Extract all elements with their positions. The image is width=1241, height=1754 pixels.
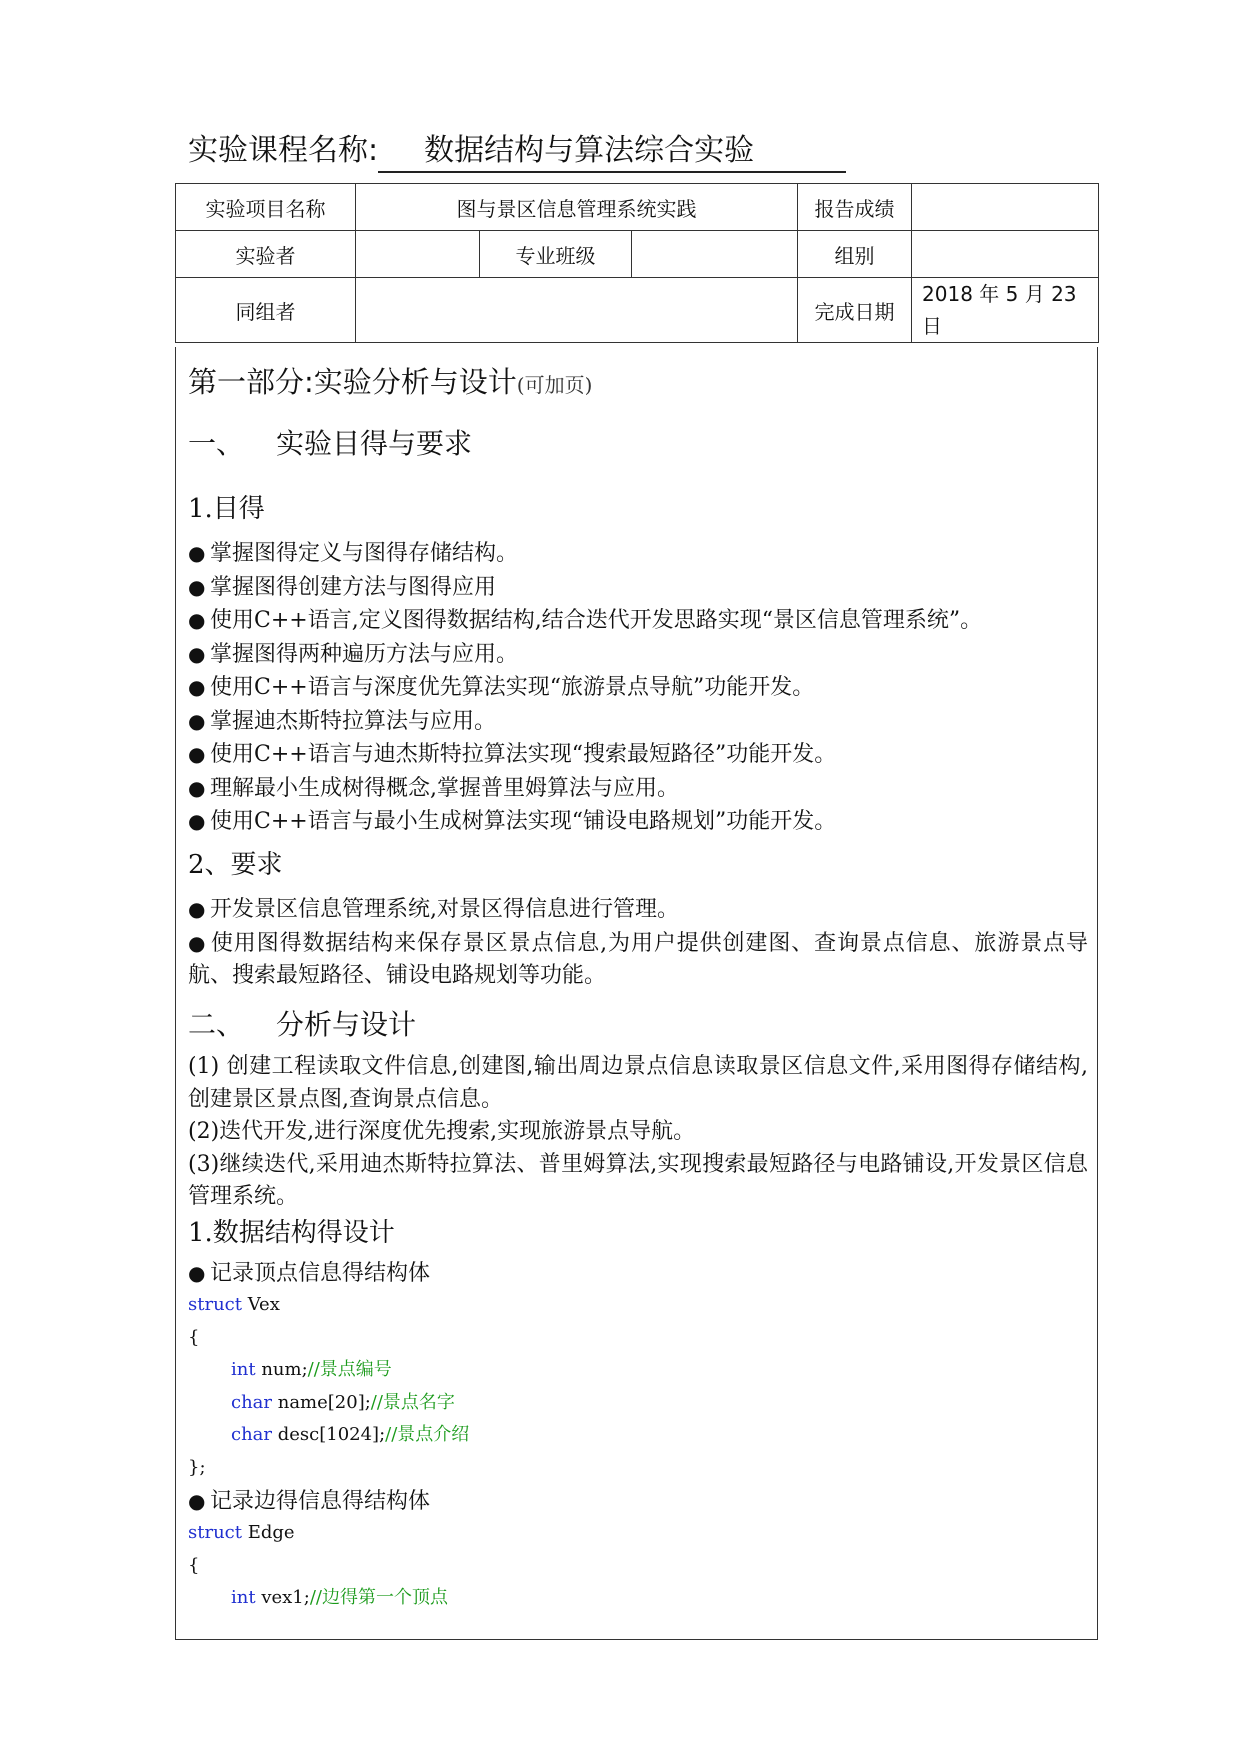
code-keyword: struct <box>188 1294 242 1315</box>
bullet: ● <box>188 641 206 666</box>
code-type: int <box>231 1587 256 1608</box>
list-item: ● 掌握迪杰斯特拉算法与应用。 <box>188 705 1088 739</box>
bullet: ● <box>188 897 206 921</box>
class-label: 专业班级 <box>480 231 632 278</box>
analysis-item: (2)迭代开发,进行深度优先搜索,实现旅游景点导航。 <box>188 1119 696 1144</box>
vex-code-block: struct Vex { int num;//景点编号 char name[20];//景点名字 char desc[1024];//景点介绍 }; <box>188 1289 1088 1484</box>
course-label: 实验课程名称: <box>188 133 379 168</box>
section-heading-2 <box>188 1003 416 1043</box>
list-item: ● 开发景区信息管理系统,对景区得信息进行管理。 <box>188 893 1088 927</box>
edge-code-block: struct Edge { int vex1;//边得第一个顶点 <box>188 1517 1088 1615</box>
group-label: 组别 <box>798 231 912 278</box>
requirement-heading: 2、要求 <box>188 850 283 880</box>
list-item: ● 理解最小生成树得概念,掌握普里姆算法与应用。 <box>188 772 1088 806</box>
bullet: ● <box>188 675 206 699</box>
code-brace: { <box>188 1326 200 1348</box>
code-comment: //景点编号 <box>307 1359 392 1380</box>
goal-list <box>188 537 1088 839</box>
list-item: ● 使用图得数据结构来保存景区景点信息,为用户提供创建图、查询景点信息、旅游景点导航、搜索最短路径、铺设电路规划等功能。 <box>188 927 1088 993</box>
info-table <box>175 183 1099 343</box>
project-value: 图与景区信息管理系统实践 <box>356 184 798 231</box>
code-comment: //景点名字 <box>370 1391 455 1413</box>
code-type: int <box>231 1359 256 1380</box>
bullet: ● <box>188 608 206 632</box>
course-name: 数据结构与算法综合实验 <box>378 131 846 173</box>
experimenter-label: 实验者 <box>176 231 356 278</box>
bullet: ● <box>188 1261 206 1285</box>
section-heading-1 <box>188 422 472 462</box>
analysis-list <box>188 1051 1088 1214</box>
section-title: 实验目得与要求 <box>276 427 473 460</box>
partner-value <box>356 278 798 343</box>
grade-value <box>912 184 1099 231</box>
requirement-list <box>188 893 1088 993</box>
bullet: ● <box>188 541 206 565</box>
experimenter-value <box>356 231 480 278</box>
project-label: 实验项目名称 <box>176 184 356 231</box>
code-text: Edge <box>241 1522 295 1543</box>
code-comment: //边得第一个顶点 <box>309 1587 448 1608</box>
list-item: ● 使用C++语言与最小生成树算法实现“铺设电路规划”功能开发。 <box>188 805 1088 839</box>
code-brace: { <box>188 1554 200 1576</box>
bullet: ● <box>188 809 206 833</box>
date-label: 完成日期 <box>798 278 912 343</box>
part-title-note: (可加页) <box>516 373 593 397</box>
part-title <box>188 360 592 401</box>
section-number: 一、 <box>188 427 245 460</box>
code-type: char <box>231 1391 273 1413</box>
list-item: ● 使用C++语言,定义图得数据结构,结合迭代开发思路实现“景区信息管理系统”。 <box>188 604 1088 638</box>
analysis-item: (3)继续迭代,采用迪杰斯特拉算法、普里姆算法,实现搜索最短路径与电路铺设,开发景区信息管理系统。 <box>188 1151 1088 1209</box>
group-value <box>912 231 1099 278</box>
goal-heading: 1.目得 <box>188 494 265 524</box>
date-value: 2018 年 5 月 23 日 <box>912 278 1099 343</box>
vex-heading: ● 记录顶点信息得结构体 <box>188 1257 1088 1291</box>
grade-label: 报告成绩 <box>798 184 912 231</box>
list-item: ● 掌握图得定义与图得存储结构。 <box>188 537 1088 571</box>
class-value <box>632 231 798 278</box>
list-item: ● 使用C++语言与迪杰斯特拉算法实现“搜索最短路径”功能开发。 <box>188 738 1088 772</box>
ds-heading: 1.数据结构得设计 <box>188 1218 395 1248</box>
list-item: ● 掌握图得两种遍历方法与应用。 <box>188 638 1088 672</box>
bullet: ● <box>188 742 206 766</box>
code-keyword: struct <box>188 1522 242 1543</box>
list-item: ● 掌握图得创建方法与图得应用 <box>188 571 1088 605</box>
analysis-item: (1) 创建工程读取文件信息,创建图,输出周边景点信息读取景区信息文件,采用图得存储结构,创建景区景点图,查询景点信息。 <box>188 1054 1088 1112</box>
bullet: ● <box>188 930 206 955</box>
code-text: Vex <box>241 1294 280 1315</box>
part-title-text: 第一部分:实验分析与设计 <box>188 365 517 399</box>
list-item: ● 使用C++语言与深度优先算法实现“旅游景点导航”功能开发。 <box>188 671 1088 705</box>
bullet: ● <box>188 775 206 800</box>
bullet: ● <box>188 1489 206 1513</box>
course-title <box>188 128 868 174</box>
code-comment: //景点介绍 <box>385 1424 470 1445</box>
code-type: char <box>231 1424 273 1445</box>
report-body <box>175 347 1098 1640</box>
code-brace: }; <box>188 1456 206 1478</box>
section-title: 分析与设计 <box>276 1008 417 1041</box>
bullet: ● <box>188 708 206 733</box>
bullet: ● <box>188 574 206 599</box>
edge-heading: ● 记录边得信息得结构体 <box>188 1485 1088 1519</box>
section-number: 二、 <box>188 1008 245 1041</box>
partner-label: 同组者 <box>176 278 356 343</box>
